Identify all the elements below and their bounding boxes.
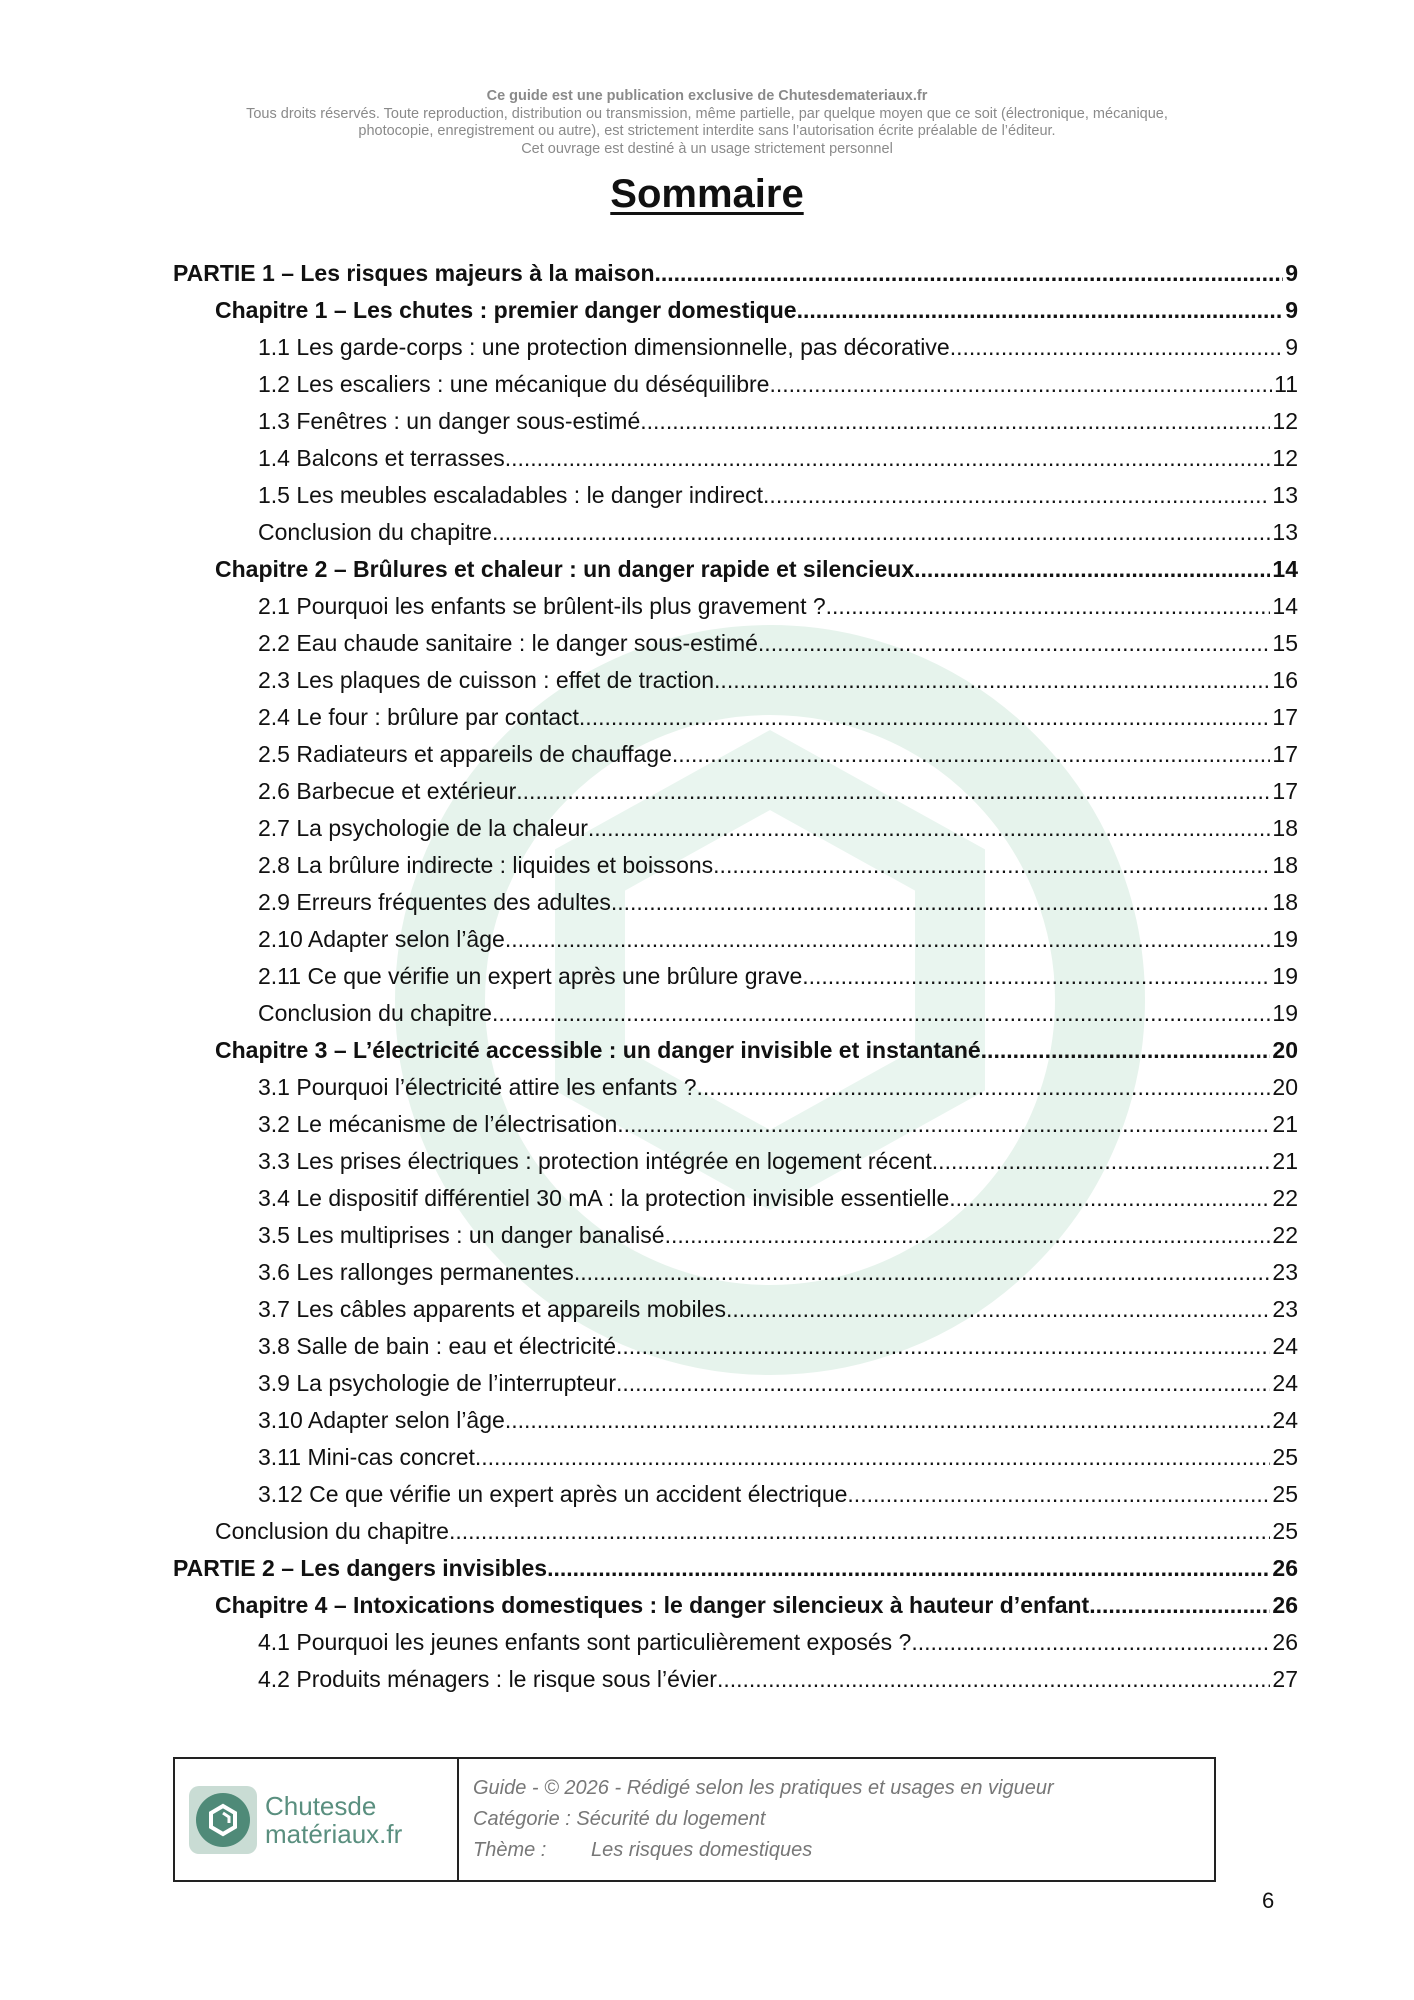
- toc-leader-dots: [492, 516, 1270, 548]
- toc-entry-page: 11: [1274, 371, 1298, 397]
- toc-entry-page: 9: [1285, 334, 1298, 360]
- notice-line-2: Tous droits réservés. Toute reproduction, distribution ou transmission, même partielle, par quelque moyen que ce soit (électronique, mécanique,: [246, 105, 1168, 122]
- toc-entry-label: 1.3 Fenêtres : un danger sous-estimé: [258, 408, 641, 434]
- toc-entry-section[interactable]: [258, 664, 1298, 696]
- toc-entry-label: 3.4 Le dispositif différentiel 30 mA : la protection invisible essentielle: [258, 1185, 950, 1211]
- toc-entry-label: 3.12 Ce que vérifie un expert après un accident électrique: [258, 1481, 848, 1507]
- toc-entry-label: 2.7 La psychologie de la chaleur: [258, 815, 588, 841]
- toc-leader-dots: [616, 1330, 1270, 1362]
- logo-line-1: Chutesde: [265, 1790, 377, 1821]
- toc-entry-label: PARTIE 2 – Les dangers invisibles: [173, 1555, 548, 1581]
- toc-leader-dots: [949, 1182, 1270, 1214]
- toc-entry-label: PARTIE 1 – Les risques majeurs à la maison: [173, 260, 655, 286]
- toc-entry-section[interactable]: [258, 442, 1298, 474]
- toc-entry-label: 3.11 Mini-cas concret: [258, 1444, 475, 1470]
- toc-entry-label: Chapitre 1 – Les chutes : premier danger domestique: [215, 297, 797, 323]
- toc-entry-label: 3.9 La psychologie de l’interrupteur: [258, 1370, 617, 1396]
- toc-entry-label: 2.11 Ce que vérifie un expert après une brûlure grave: [258, 963, 803, 989]
- toc-entry-label: 2.5 Radiateurs et appareils de chauffage: [258, 741, 672, 767]
- toc-entry-page: 26: [1272, 1555, 1298, 1581]
- toc-leader-dots: [713, 849, 1270, 881]
- toc-entry-page: 9: [1285, 260, 1298, 286]
- toc-entry-page: 22: [1272, 1185, 1298, 1211]
- toc-entry-page: 18: [1272, 852, 1298, 878]
- toc-leader-dots: [579, 701, 1270, 733]
- toc-leader-dots: [802, 960, 1270, 992]
- logo-line-2: matériaux.fr: [265, 1818, 403, 1849]
- toc-leader-dots: [611, 886, 1271, 918]
- toc-entry-section[interactable]: [258, 479, 1298, 511]
- toc-leader-dots: [797, 294, 1284, 326]
- toc-entry-label: Conclusion du chapitre: [215, 1518, 449, 1544]
- toc-leader-dots: [769, 368, 1272, 400]
- toc-entry-section[interactable]: [258, 1367, 1298, 1399]
- toc-entry-label: 1.1 Les garde-corps : une protection dimensionnelle, pas décorative: [258, 334, 950, 360]
- footer-box: [173, 1757, 1216, 1882]
- toc-entry-section[interactable]: [258, 1108, 1298, 1140]
- toc-entry-chapter[interactable]: [215, 1034, 1298, 1066]
- toc-entry-label: Conclusion du chapitre: [258, 1000, 492, 1026]
- toc-entry-section[interactable]: [258, 590, 1298, 622]
- toc-leader-dots: [847, 1478, 1270, 1510]
- footer-logo: [175, 1759, 459, 1880]
- footer-category: Catégorie : Sécurité du logement: [473, 1808, 766, 1830]
- logo-wordmark: [265, 1792, 402, 1848]
- toc-entry-section[interactable]: [258, 1478, 1298, 1510]
- toc-entry-label: 1.5 Les meubles escaladables : le danger indirect: [258, 482, 764, 508]
- toc-entry-label: 3.8 Salle de bain : eau et électricité: [258, 1333, 617, 1359]
- logo-cube-icon: [196, 1793, 250, 1847]
- toc-leader-dots: [547, 1552, 1270, 1584]
- toc-entry-section[interactable]: [258, 1626, 1298, 1658]
- toc-leader-dots: [505, 923, 1271, 955]
- toc-entry-page: 17: [1272, 741, 1298, 767]
- toc-entry-section[interactable]: [258, 1256, 1298, 1288]
- toc-leader-dots: [914, 553, 1270, 585]
- toc-entry-section[interactable]: [258, 701, 1298, 733]
- toc-leader-dots: [616, 1367, 1270, 1399]
- toc-entry-section[interactable]: [258, 368, 1298, 400]
- toc-leader-dots: [640, 405, 1270, 437]
- toc-entry-page: 21: [1272, 1148, 1298, 1174]
- toc-entry-label: Chapitre 3 – L’électricité accessible : un danger invisible et instantané: [215, 1037, 981, 1063]
- toc-leader-dots: [574, 1256, 1271, 1288]
- toc-leader-dots: [950, 331, 1284, 363]
- toc-entry-label: 4.1 Pourquoi les jeunes enfants sont particulièrement exposés ?: [258, 1629, 912, 1655]
- toc-entry-page: 17: [1272, 704, 1298, 730]
- toc-entry-page: 12: [1272, 445, 1298, 471]
- toc-leader-dots: [981, 1034, 1271, 1066]
- footer-theme-value: Les risques domestiques: [591, 1839, 813, 1861]
- toc-leader-dots: [1089, 1589, 1270, 1621]
- toc-entry-page: 19: [1272, 963, 1298, 989]
- toc-entry-section[interactable]: [258, 1441, 1298, 1473]
- toc-entry-chapter[interactable]: [215, 1589, 1298, 1621]
- toc-entry-section[interactable]: [258, 1219, 1298, 1251]
- toc-leader-dots: [714, 664, 1270, 696]
- toc-entry-label: 2.10 Adapter selon l’âge: [258, 926, 505, 952]
- toc-entry-section[interactable]: [258, 923, 1298, 955]
- toc-entry-page: 17: [1272, 778, 1298, 804]
- toc-entry-page: 22: [1272, 1222, 1298, 1248]
- notice-line-3: photocopie, enregistrement ou autre), est strictement interdite sans l’autorisation écrite préalable de l’éditeur.: [358, 123, 1056, 139]
- toc-entry-label: 1.4 Balcons et terrasses: [258, 445, 505, 471]
- toc-entry-page: 18: [1272, 815, 1298, 841]
- toc-entry-label: 1.2 Les escaliers : une mécanique du déséquilibre: [258, 371, 770, 397]
- footer-info: [459, 1759, 1054, 1880]
- toc-leader-dots: [826, 590, 1271, 622]
- notice-line-4: Cet ouvrage est destiné à un usage strictement personnel: [521, 140, 893, 157]
- toc-entry-section[interactable]: [258, 1663, 1298, 1695]
- toc-entry-section[interactable]: [258, 405, 1298, 437]
- toc-entry-label: 3.6 Les rallonges permanentes: [258, 1259, 574, 1285]
- toc-entry-label: 3.3 Les prises électriques : protection intégrée en logement récent: [258, 1148, 932, 1174]
- toc-entry-section[interactable]: [258, 1404, 1298, 1436]
- toc-entry-section[interactable]: [258, 1145, 1298, 1177]
- toc-leader-dots: [911, 1626, 1270, 1658]
- toc-leader-dots: [672, 738, 1271, 770]
- toc-leader-dots: [449, 1515, 1270, 1547]
- toc-leader-dots: [717, 1663, 1270, 1695]
- toc-entry-section[interactable]: [258, 775, 1298, 807]
- toc-entry-label: 3.10 Adapter selon l’âge: [258, 1407, 505, 1433]
- toc-entry-page: 19: [1272, 1000, 1298, 1026]
- toc-entry-label: 2.9 Erreurs fréquentes des adultes: [258, 889, 611, 915]
- toc-leader-dots: [763, 479, 1270, 511]
- toc-entry-section[interactable]: [258, 997, 1298, 1029]
- toc-leader-dots: [505, 1404, 1271, 1436]
- toc-entry-section[interactable]: [258, 849, 1298, 881]
- toc-entry-page: 14: [1272, 556, 1298, 582]
- toc-entry-page: 26: [1272, 1592, 1298, 1618]
- toc-entry-page: 20: [1272, 1037, 1298, 1063]
- toc-entry-label: 4.2 Produits ménagers : le risque sous l’évier: [258, 1666, 717, 1692]
- toc-entry-section[interactable]: [258, 1293, 1298, 1325]
- toc-entry-page: 14: [1272, 593, 1298, 619]
- toc-entry-section[interactable]: [258, 1182, 1298, 1214]
- toc-entry-page: 21: [1272, 1111, 1298, 1137]
- toc-entry-label: 2.2 Eau chaude sanitaire : le danger sous-estimé: [258, 630, 758, 656]
- toc-entry-page: 13: [1272, 519, 1298, 545]
- toc-entry-page: 23: [1272, 1296, 1298, 1322]
- copyright-notice: [0, 88, 1414, 158]
- toc-entry-page: 23: [1272, 1259, 1298, 1285]
- toc-entry-page: 25: [1272, 1518, 1298, 1544]
- toc-entry-label: 3.1 Pourquoi l’électricité attire les enfants ?: [258, 1074, 697, 1100]
- logo-tile: [189, 1786, 257, 1854]
- toc-leader-dots: [758, 627, 1270, 659]
- toc-leader-dots: [655, 257, 1284, 289]
- toc-leader-dots: [492, 997, 1270, 1029]
- toc-leader-dots: [932, 1145, 1271, 1177]
- toc-entry-page: 24: [1272, 1333, 1298, 1359]
- toc-entry-label: 2.6 Barbecue et extérieur: [258, 778, 517, 804]
- toc-entry-page: 9: [1285, 297, 1298, 323]
- toc-entry-label: 2.3 Les plaques de cuisson : effet de traction: [258, 667, 715, 693]
- toc-entry-page: 13: [1272, 482, 1298, 508]
- page-number: 6: [1262, 1888, 1275, 1913]
- toc-leader-dots: [475, 1441, 1271, 1473]
- footer-theme: [473, 1835, 1054, 1866]
- footer-theme-label: Thème :: [473, 1839, 547, 1861]
- toc-entry-section[interactable]: [258, 812, 1298, 844]
- toc-entry-label: 2.1 Pourquoi les enfants se brûlent-ils plus gravement ?: [258, 593, 826, 619]
- toc-entry-page: 24: [1272, 1370, 1298, 1396]
- toc-entry-section[interactable]: [258, 516, 1298, 548]
- toc-entry-label: 3.7 Les câbles apparents et appareils mobiles: [258, 1296, 726, 1322]
- toc-entry-page: 24: [1272, 1407, 1298, 1433]
- toc-entry-page: 25: [1272, 1481, 1298, 1507]
- toc-entry-page: 16: [1272, 667, 1298, 693]
- toc-leader-dots: [697, 1071, 1271, 1103]
- toc-entry-label: Chapitre 4 – Intoxications domestiques : le danger silencieux à hauteur d’enfant: [215, 1592, 1090, 1618]
- toc-leader-dots: [726, 1293, 1270, 1325]
- toc-entry-page: 12: [1272, 408, 1298, 434]
- toc-leader-dots: [665, 1219, 1271, 1251]
- toc-entry-section[interactable]: [258, 331, 1298, 363]
- toc-entry-label: 3.2 Le mécanisme de l’électrisation: [258, 1111, 618, 1137]
- toc-entry-section[interactable]: [258, 627, 1298, 659]
- toc-entry-label: Chapitre 2 – Brûlures et chaleur : un danger rapide et silencieux: [215, 556, 915, 582]
- toc-entry-chapter[interactable]: [215, 553, 1298, 585]
- toc-entry-label: Conclusion du chapitre: [258, 519, 492, 545]
- toc-entry-page: 19: [1272, 926, 1298, 952]
- toc-entry-label: 2.4 Le four : brûlure par contact: [258, 704, 579, 730]
- page-title: Sommaire: [610, 172, 804, 216]
- toc-entry-label: 2.8 La brûlure indirecte : liquides et boissons: [258, 852, 714, 878]
- toc-entry-section[interactable]: [258, 738, 1298, 770]
- toc-entry-section[interactable]: [258, 1071, 1298, 1103]
- toc-leader-dots: [516, 775, 1270, 807]
- toc-entry-page: 20: [1272, 1074, 1298, 1100]
- toc-entry-page: 26: [1272, 1629, 1298, 1655]
- toc-leader-dots: [505, 442, 1271, 474]
- toc-entry-label: 3.5 Les multiprises : un danger banalisé: [258, 1222, 665, 1248]
- toc-entry-section[interactable]: [258, 960, 1298, 992]
- toc-entry-chapter-plain[interactable]: [215, 1515, 1298, 1547]
- toc-entry-chapter[interactable]: [215, 294, 1298, 326]
- toc-entry-part[interactable]: [173, 257, 1298, 289]
- toc-entry-page: 25: [1272, 1444, 1298, 1470]
- toc-leader-dots: [617, 1108, 1270, 1140]
- notice-line-1: Ce guide est une publication exclusive de Chutesdemateriaux.fr: [486, 88, 928, 104]
- toc-leader-dots: [588, 812, 1271, 844]
- toc-entry-page: 27: [1272, 1666, 1298, 1692]
- toc-entry-page: 18: [1272, 889, 1298, 915]
- toc-entry-page: 15: [1272, 630, 1298, 656]
- toc-entry-part[interactable]: [173, 1552, 1298, 1584]
- toc-entry-section[interactable]: [258, 886, 1298, 918]
- toc-entry-section[interactable]: [258, 1330, 1298, 1362]
- footer-guide: Guide - © 2026 - Rédigé selon les pratiques et usages en vigueur: [473, 1777, 1054, 1799]
